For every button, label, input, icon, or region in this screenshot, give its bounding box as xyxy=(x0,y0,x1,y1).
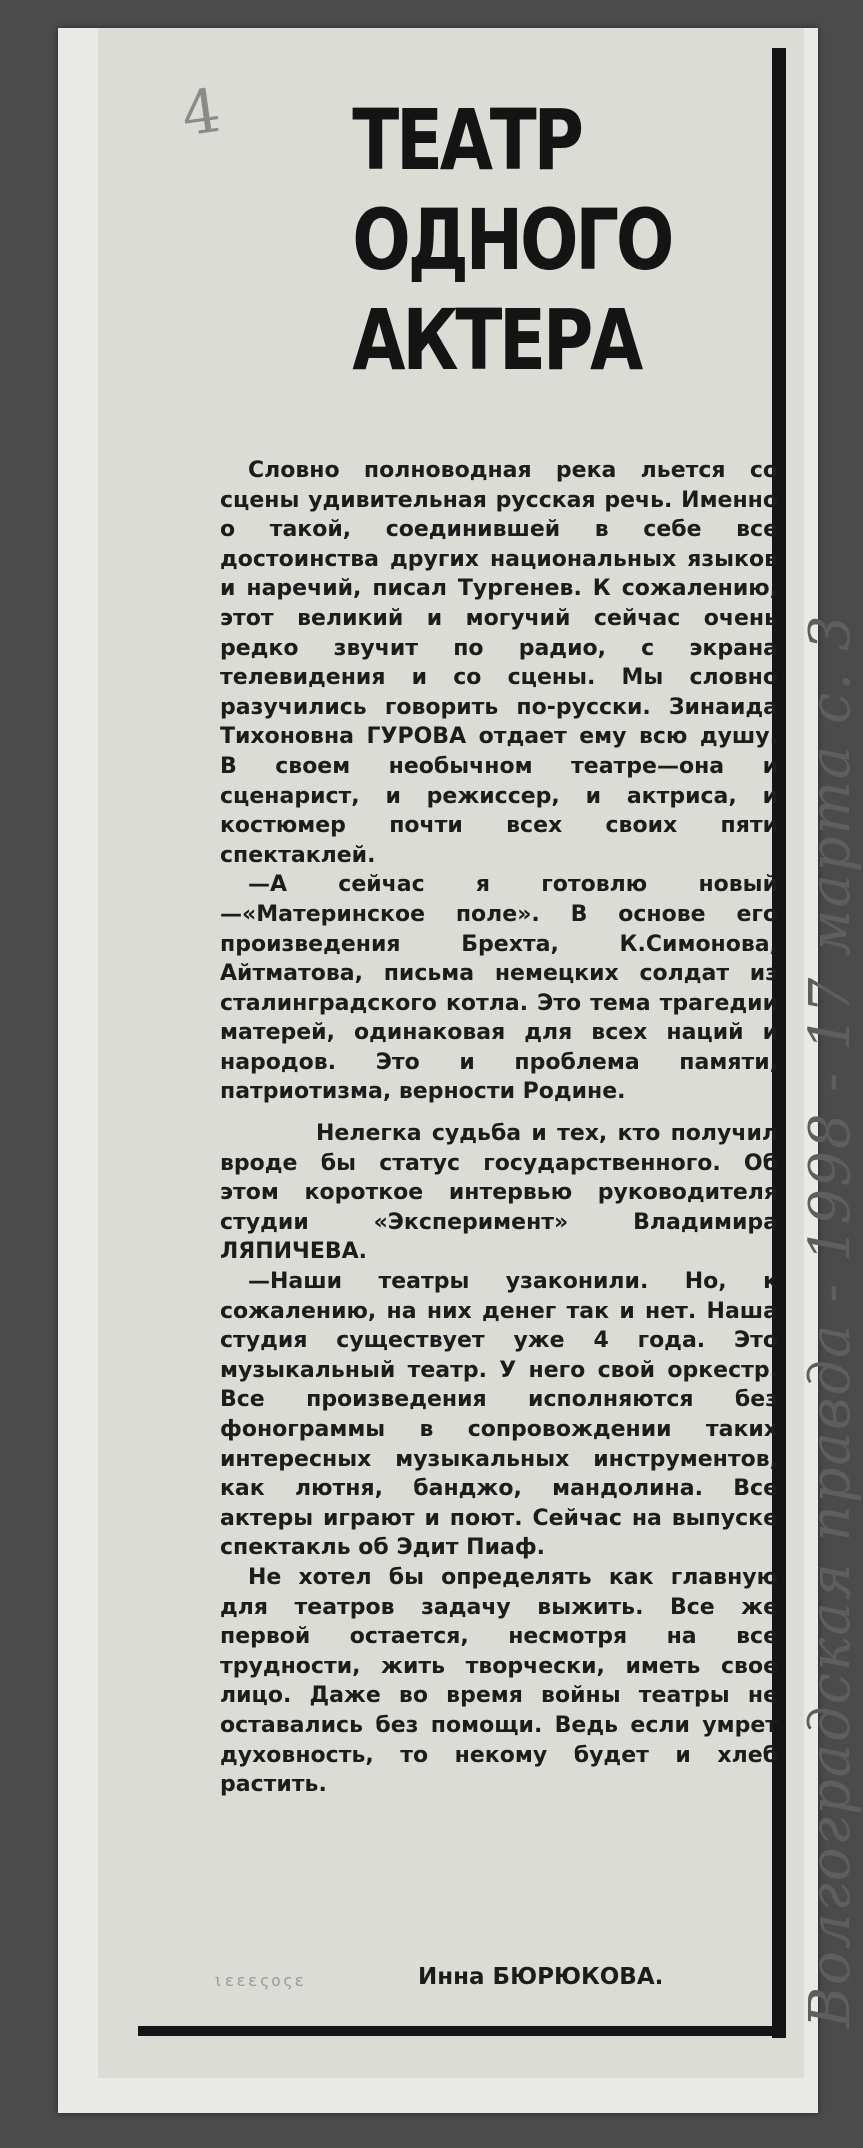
article-body xyxy=(220,456,778,1800)
article-headline xyxy=(352,90,672,390)
article-paragraph-2: —А сейчас я готовлю новый—«Материнское поле». В основе его произведения Брехта, К.Симонова, Айтматова, письма немецких солдат из сталинградского котла. Это тема трагедии матерей, одинаковая для всех наций и народов. Это и проблема памяти, патриотизма, верности Родине. xyxy=(220,872,778,1105)
print-bleed-through: ιεεεςοςε xyxy=(213,1971,307,1990)
article-paragraph-5: Не хотел бы определять как главную для театров задачу выжить. Все же первой остается, несмотря на все трудности, жить творчески, иметь свое лицо. Даже во время войны театры не оставались без помощи. Ведь если умрет духовность, то некому будет и хлеб растить. xyxy=(220,1564,778,1798)
clipping-bottom-rule xyxy=(138,2026,778,2036)
article-paragraph-3: Нелегка судьба и тех, кто получил вроде бы статус государственного. Об этом короткое интервью руководителя студии «Эксперимент» Владимира ЛЯПИЧЕВА. xyxy=(220,1121,778,1265)
article-paragraph-4: —Наши театры узаконили. Но, к сожалению, на них денег так и нет. Наша студия существует уже 4 года. Это музыкальный театр. У него свой оркестр. Все произведения исполняются без фонограммы в сопровождении таких интересных музыкальных инструментов, как лютня, банджо, мандолина. Все актеры играют и поют. Сейчас на выпуске спектакль об Эдит Пиаф. xyxy=(220,1269,778,1561)
newspaper-clipping xyxy=(98,28,863,2078)
archive-sheet xyxy=(58,28,863,2113)
headline-line-3: АКТЕРА xyxy=(352,291,641,389)
headline-line-1: ТЕАТР xyxy=(352,91,581,189)
handwritten-page-number: 4 xyxy=(177,75,225,151)
headline-line-2: ОДНОГО xyxy=(352,191,672,289)
author-signature: Инна БЮРЮКОВА. xyxy=(418,1964,664,1990)
article-paragraph-1: Словно полноводная река льется со сцены удивительная русская речь. Именно о такой, соединившей в себе все достоинства других национальных языков и наречий, писал Тургенев. К сожалению, этот великий и могучий сейчас очень редко звучит по радио, с экрана телевидения и со сцены. Мы словно разучились говорить по-русски. Зинаида Тихоновна ГУРОВА отдает ему всю душу. В своем необычном театре—она и сценарист, и режиссер, и актриса, и костюмер почти всех своих пяти спектаклей. xyxy=(220,458,778,868)
handwritten-source-note: Волгоградская правда - 1998 - 17 марта с. 3 xyxy=(798,613,863,2028)
